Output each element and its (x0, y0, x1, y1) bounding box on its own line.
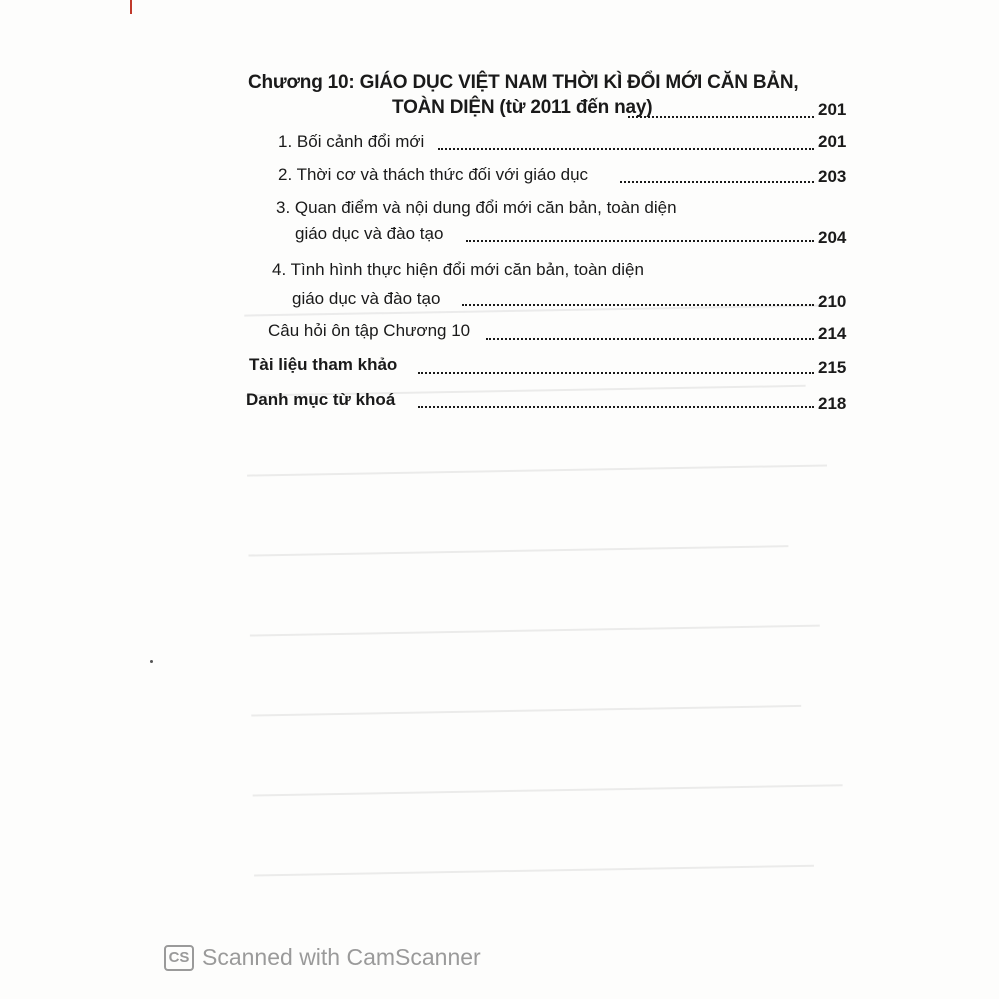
camscanner-icon: CS (164, 945, 194, 971)
leader-dots (620, 181, 814, 183)
leader-dots (418, 372, 814, 374)
toc-review-page: 214 (818, 324, 847, 343)
leader-dots (486, 338, 814, 340)
toc-item-4-line1: 4. Tình hình thực hiện đổi mới căn bản, toàn diện (272, 260, 644, 279)
leader-dots (462, 304, 814, 306)
page-edge-mark (130, 0, 132, 14)
toc-item-2: 2. Thời cơ và thách thức đối với giáo dục (278, 165, 589, 184)
toc-item-2-page: 203 (818, 167, 847, 186)
chapter-title-line1: Chương 10: GIÁO DỤC VIỆT NAM THỜI KÌ ĐỔI MỚI CĂN BẢN, (248, 72, 799, 93)
toc-item-3-page: 204 (818, 228, 847, 247)
chapter-title-line2: TOÀN DIỆN (từ 2011 đến nay) (392, 97, 653, 118)
toc-review-questions: Câu hỏi ôn tập Chương 10 (268, 321, 471, 340)
toc-references-page: 215 (818, 358, 847, 377)
toc-item-4-page: 210 (818, 292, 847, 311)
leader-dots (466, 240, 814, 242)
toc-item-4-line2: giáo dục và đào tạo (292, 289, 441, 308)
toc-item-1: 1. Bối cảnh đổi mới (278, 132, 425, 151)
leader-dots (628, 116, 814, 118)
leader-dots (438, 148, 814, 150)
toc-keywords-page: 218 (818, 394, 847, 413)
toc-references: Tài liệu tham khảo (249, 355, 398, 374)
watermark-text: Scanned with CamScanner (202, 944, 481, 970)
leader-dots (418, 406, 814, 408)
toc-item-1-page: 201 (818, 132, 847, 151)
chapter-page-number: 201 (818, 100, 847, 119)
toc-keywords: Danh mục từ khoá (246, 390, 396, 409)
toc-item-3-line1: 3. Quan điểm và nội dung đổi mới căn bản, toàn diện (276, 198, 677, 217)
toc-item-3-line2: giáo dục và đào tạo (295, 224, 444, 243)
camscanner-watermark (164, 944, 481, 971)
scan-speck (150, 660, 153, 663)
